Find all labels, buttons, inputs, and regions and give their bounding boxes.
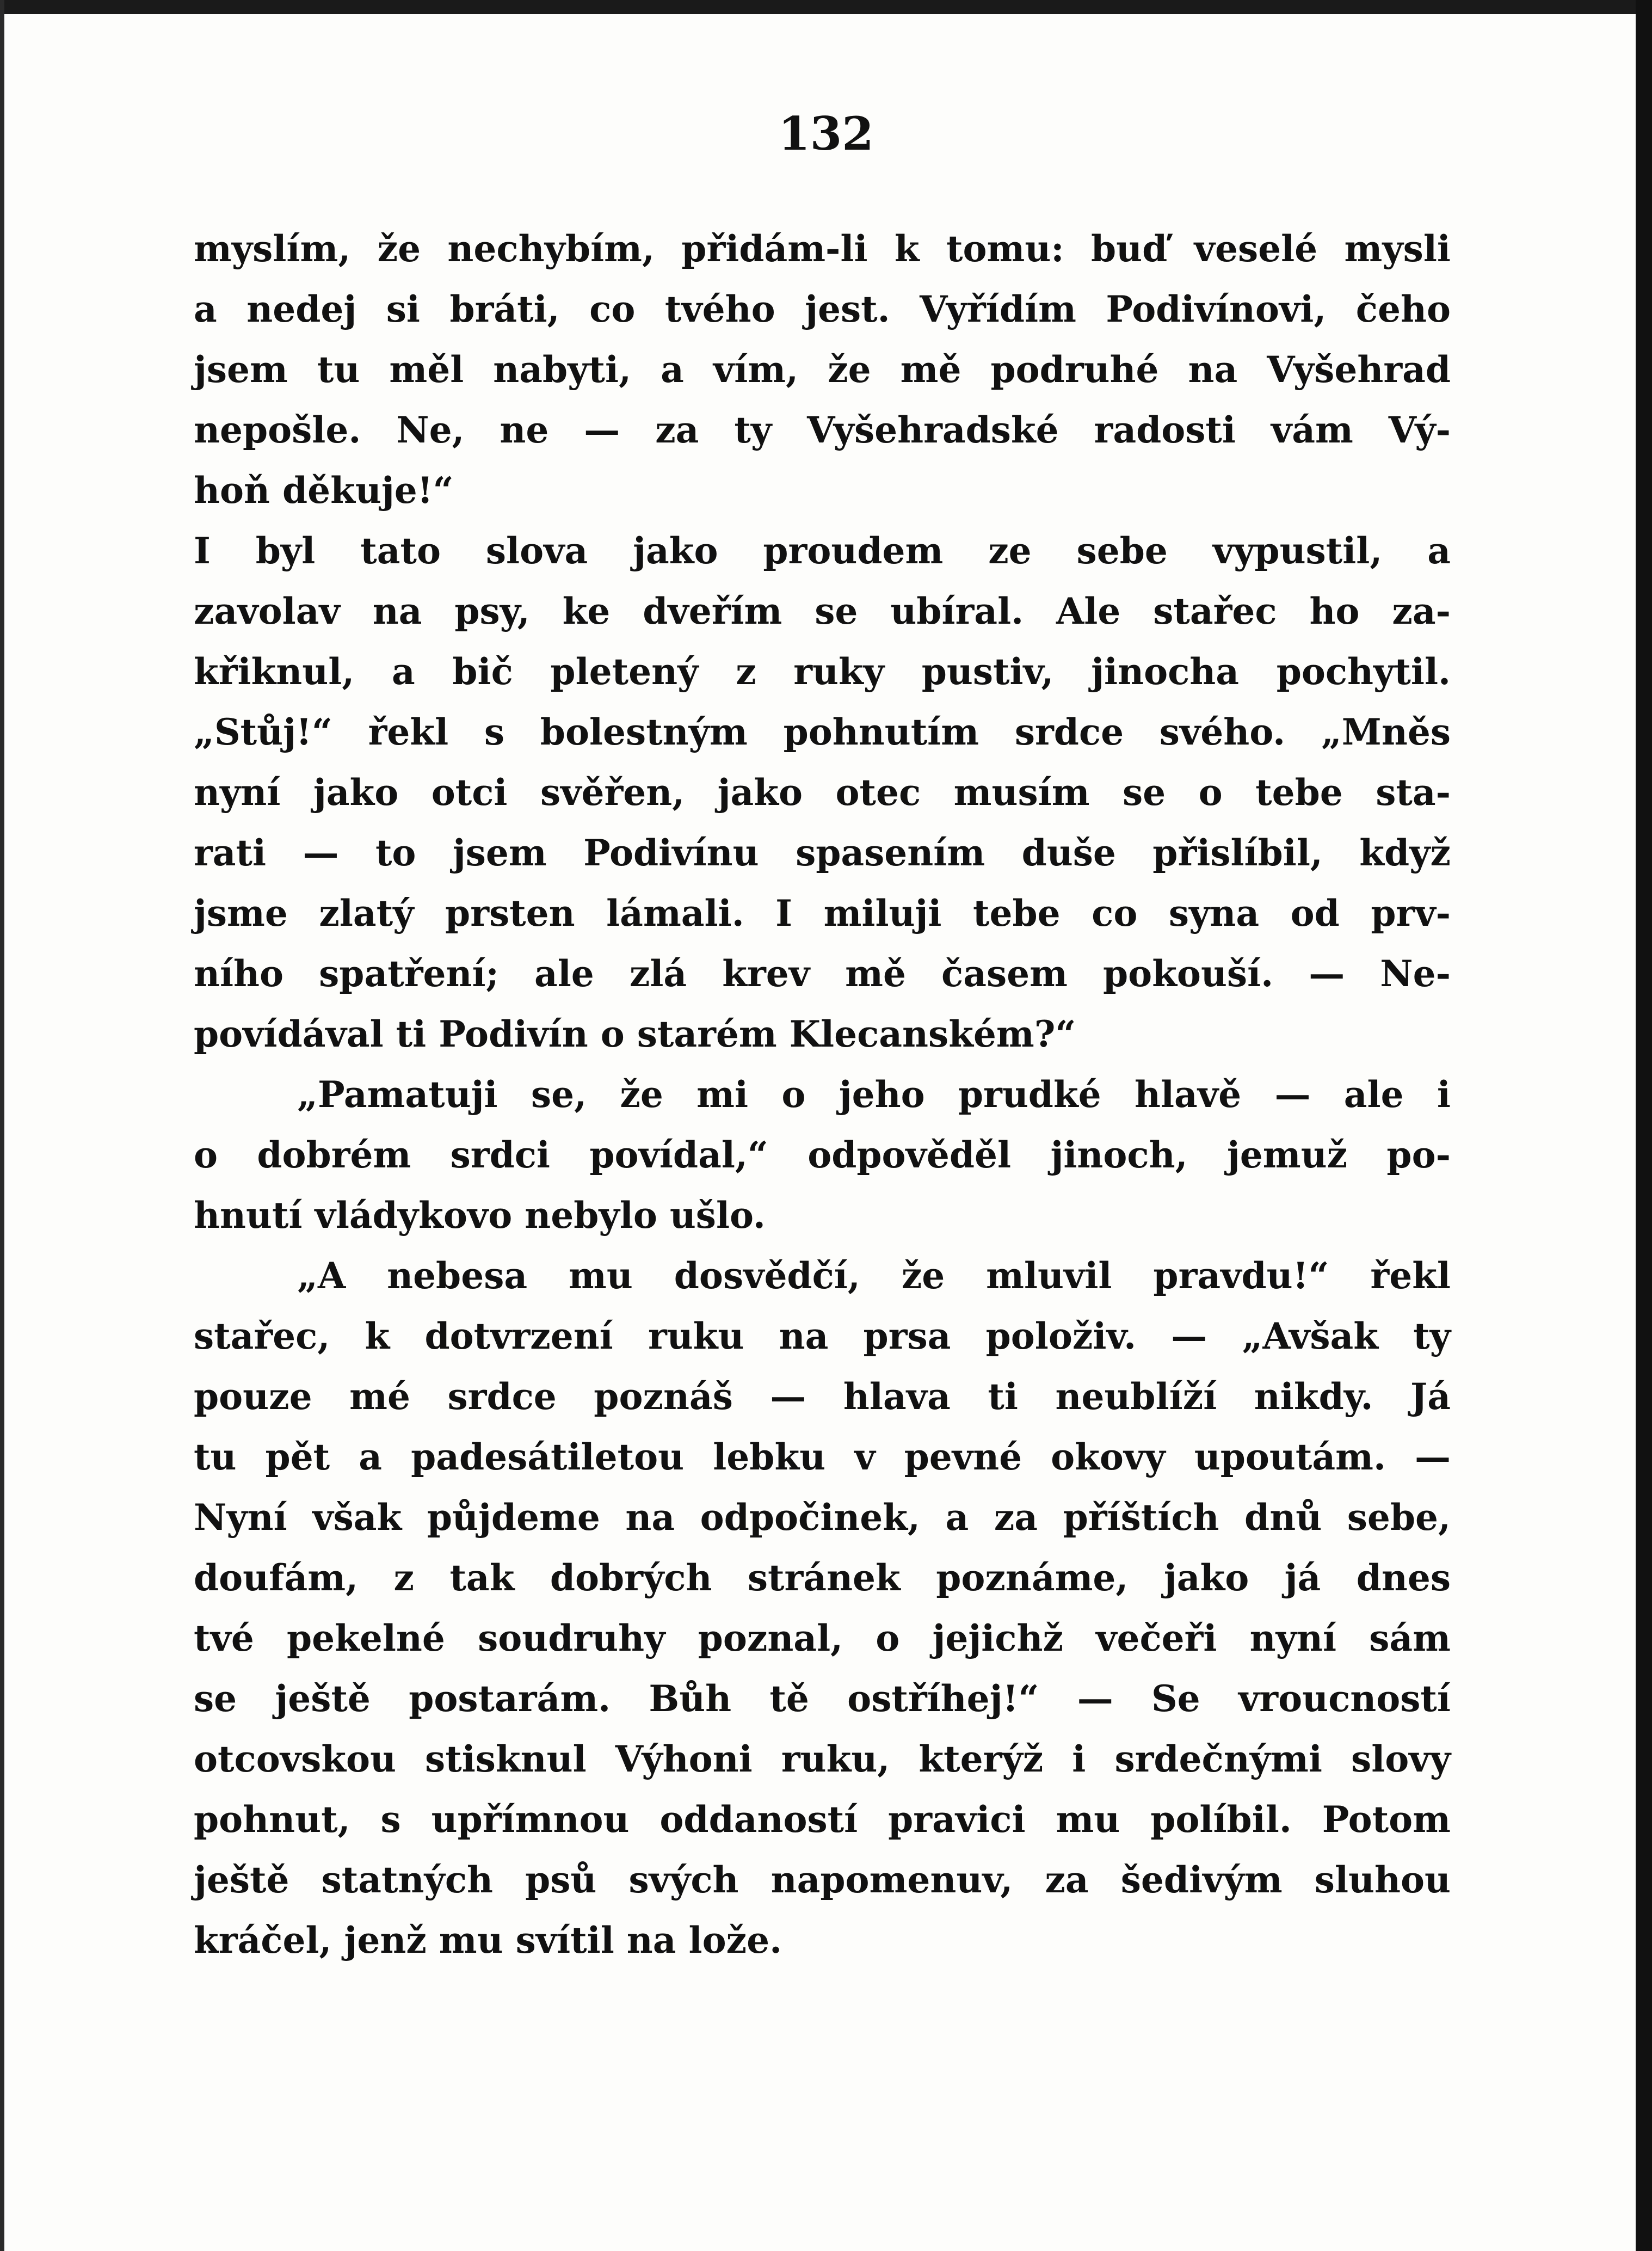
- scan-border-left: [0, 0, 4, 2251]
- text-line: otcovskou stisknul Výhoni ruku, kterýž i srdečnými slovy: [194, 1738, 1451, 1780]
- text-line: „Pamatuji se, že mi o jeho prudké hlavě — ale i: [297, 1073, 1451, 1116]
- scan-border-top: [0, 0, 1652, 14]
- page-number: 132: [778, 107, 874, 161]
- text-line: nepošle. Ne, ne — za ty Vyšehradské radosti vám Vý-: [194, 409, 1451, 451]
- text-line: hnutí vládykovo nebylo ušlo.: [194, 1194, 766, 1237]
- text-line: ního spatření; ale zlá krev mě časem pokouší. — Ne-: [194, 952, 1451, 995]
- body-text: [194, 219, 1451, 1971]
- scan-border-right: [1636, 0, 1652, 2251]
- text-line: jsme zlatý prsten lámali. I miluji tebe co syna od prv-: [194, 892, 1451, 934]
- text-line: tu pět a padesátiletou lebku v pevné okovy upoutám. —: [194, 1436, 1451, 1478]
- text-line: myslím, že nechybím, přidám-li k tomu: buď veselé mysli: [194, 227, 1451, 270]
- text-line: nyní jako otci svěřen, jako otec musím se o tebe sta-: [194, 771, 1451, 814]
- text-line: o dobrém srdci povídal,“ odpověděl jinoch, jemuž po-: [194, 1134, 1451, 1176]
- text-line: hoň děkuje!“: [194, 469, 454, 512]
- text-line: I byl tato slova jako proudem ze sebe vypustil, a: [194, 530, 1451, 572]
- text-line: kráčel, jenž mu svítil na lože.: [194, 1919, 782, 1961]
- text-line: rati — to jsem Podivínu spasením duše přislíbil, když: [194, 832, 1451, 874]
- text-line: Nyní však půjdeme na odpočinek, a za příštích dnů sebe,: [194, 1496, 1451, 1539]
- text-line: pouze mé srdce poznáš — hlava ti neublíží nikdy. Já: [194, 1375, 1451, 1418]
- text-line: se ještě postarám. Bůh tě ostříhej!“ — Se vroucností: [194, 1677, 1451, 1720]
- text-line: zavolav na psy, ke dveřím se ubíral. Ale stařec ho za-: [194, 590, 1451, 632]
- text-line: stařec, k dotvrzení ruku na prsa položiv. — „Avšak ty: [194, 1315, 1451, 1357]
- text-line: ještě statných psů svých napomenuv, za šedivým sluhou: [194, 1859, 1451, 1901]
- text-line: pohnut, s upřímnou oddaností pravici mu políbil. Potom: [194, 1798, 1451, 1841]
- text-line: povídával ti Podivín o starém Klecanském?“: [194, 1013, 1076, 1055]
- text-line: a nedej si bráti, co tvého jest. Vyřídím Podivínovi, čeho: [194, 288, 1451, 330]
- text-line: křiknul, a bič pletený z ruky pustiv, jinocha pochytil.: [194, 650, 1451, 693]
- text-line: tvé pekelné soudruhy poznal, o jejichž večeři nyní sám: [194, 1617, 1451, 1659]
- text-line: doufám, z tak dobrých stránek poznáme, jako já dnes: [194, 1557, 1451, 1599]
- text-line: „Stůj!“ řekl s bolestným pohnutím srdce svého. „Mněs: [194, 711, 1451, 753]
- text-line: „A nebesa mu dosvědčí, že mluvil pravdu!“ řekl: [297, 1254, 1451, 1297]
- text-line: jsem tu měl nabyti, a vím, že mě podruhé na Vyšehrad: [194, 348, 1451, 391]
